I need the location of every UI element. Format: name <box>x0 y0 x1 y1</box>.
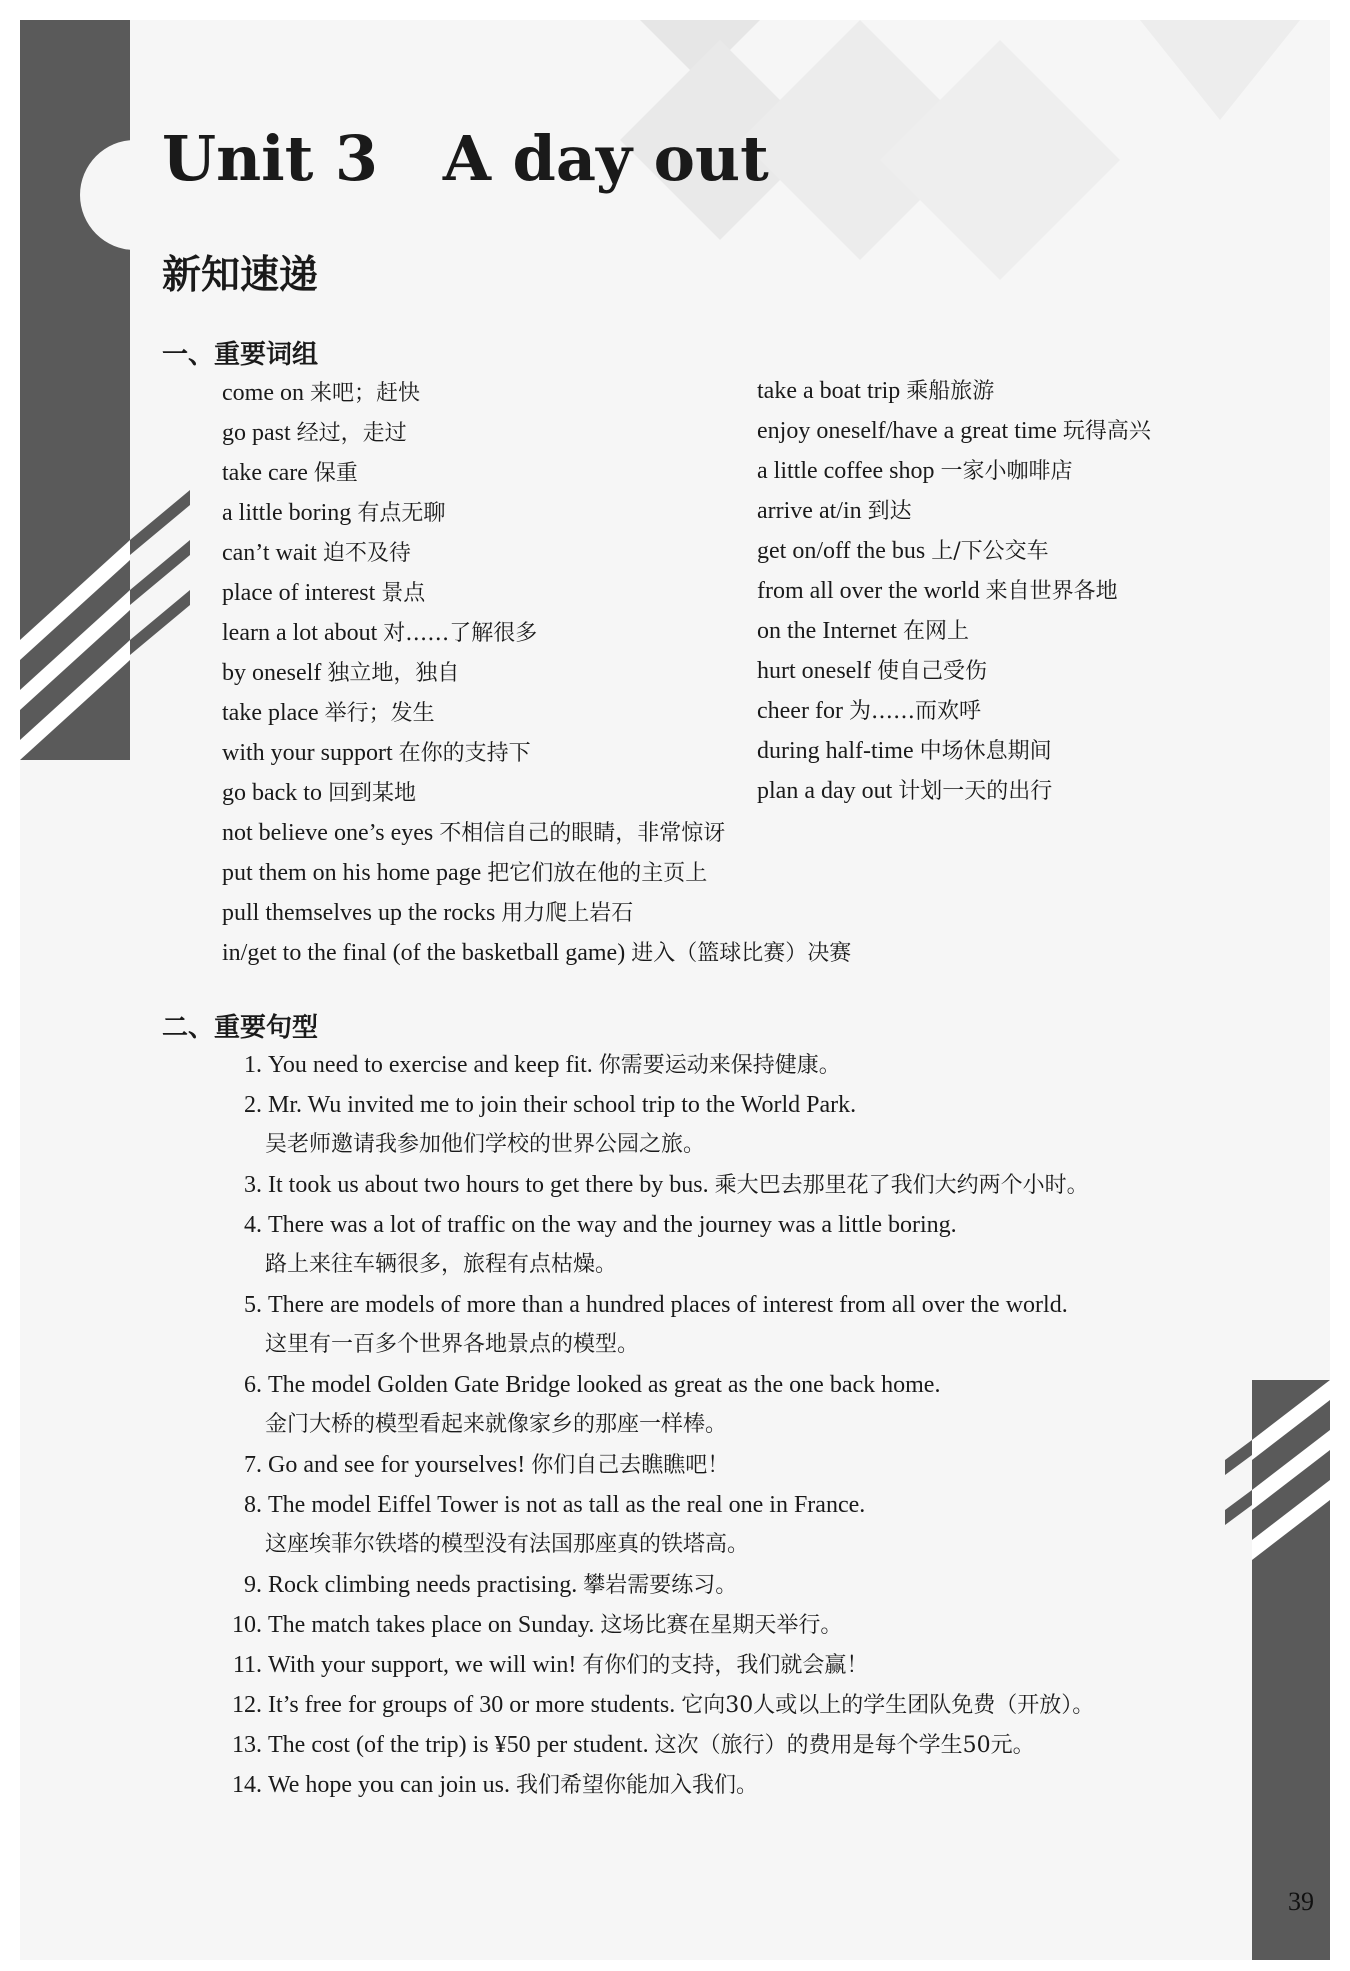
sentence-item: 7. Go and see for yourselves! 你们自己去瞧瞧吧！ <box>244 1452 730 1478</box>
sentence-item: 3. It took us about two hours to get there by bus. 乘大巴去那里花了我们大约两个小时。 <box>244 1172 1089 1198</box>
phrase-item: learn a lot about 对……了解很多 <box>222 620 538 646</box>
phrase-item: arrive at/in 到达 <box>757 498 912 524</box>
sentence-translation: 金门大桥的模型看起来就像家乡的那座一样棒。 <box>265 1412 728 1437</box>
phrase-item: come on 来吧；赶快 <box>222 380 420 406</box>
phrase-item: go back to 回到某地 <box>222 780 416 806</box>
sentence-item: 9. Rock climbing needs practising. 攀岩需要练习。 <box>244 1572 738 1598</box>
phrase-item: cheer for 为……而欢呼 <box>757 698 981 724</box>
unit-title: Unit 3 A day out <box>162 122 769 195</box>
sentence-translation: 路上来往车辆很多，旅程有点枯燥。 <box>265 1252 618 1277</box>
phrase-item: by oneself 独立地，独自 <box>222 660 460 686</box>
phrase-item: take a boat trip 乘船旅游 <box>757 378 995 404</box>
sentence-item: 2. Mr. Wu invited me to join their school trip to the World Park. <box>244 1092 857 1118</box>
phrase-item: a little coffee shop 一家小咖啡店 <box>757 458 1073 484</box>
phrase-item: take care 保重 <box>222 460 358 486</box>
phrase-item: go past 经过，走过 <box>222 420 407 446</box>
phrase-item: pull themselves up the rocks 用力爬上岩石 <box>222 900 634 926</box>
phrase-item: in/get to the final (of the basketball game) 进入（篮球比赛）决赛 <box>222 940 852 966</box>
sentence-translation: 吴老师邀请我参加他们学校的世界公园之旅。 <box>265 1132 706 1157</box>
sentence-item: 6. The model Golden Gate Bridge looked as great as the one back home. <box>244 1372 941 1398</box>
phrase-item: on the Internet 在网上 <box>757 618 969 644</box>
sentence-translation: 这座埃菲尔铁塔的模型没有法国那座真的铁塔高。 <box>265 1532 750 1557</box>
phrase-item: get on/off the bus 上/下公交车 <box>757 538 1049 564</box>
phrase-item: not believe one’s eyes 不相信自己的眼睛，非常惊讶 <box>222 820 726 846</box>
sentence-item: 10. The match takes place on Sunday. 这场比赛在星期天举行。 <box>232 1612 843 1638</box>
sentence-item: 11. With your support, we will win! 有你们的支持，我们就会赢！ <box>232 1652 869 1678</box>
phrase-item: from all over the world 来自世界各地 <box>757 578 1118 604</box>
phrase-item: take place 举行；发生 <box>222 700 435 726</box>
section-title: 新知速递 <box>162 253 319 298</box>
sentence-translation: 这里有一百多个世界各地景点的模型。 <box>265 1332 640 1357</box>
sentence-item: 14. We hope you can join us. 我们希望你能加入我们。 <box>232 1772 759 1798</box>
sentence-item: 1. You need to exercise and keep fit. 你需要运动来保持健康。 <box>244 1052 841 1078</box>
sentences-heading: 二、重要句型 <box>162 1013 319 1043</box>
sentence-item: 12. It’s free for groups of 30 or more students. 它向30人或以上的学生团队免费（开放）。 <box>232 1692 1095 1718</box>
phrase-item: hurt oneself 使自己受伤 <box>757 658 987 684</box>
sentence-item: 4. There was a lot of traffic on the way and the journey was a little boring. <box>244 1212 957 1238</box>
sentence-item: 13. The cost (of the trip) is ¥50 per student. 这次（旅行）的费用是每个学生50元。 <box>232 1732 1035 1758</box>
phrase-item: during half-time 中场休息期间 <box>757 738 1052 764</box>
sentence-item: 5. There are models of more than a hundred places of interest from all over the world. <box>244 1292 1068 1318</box>
phrase-item: plan a day out 计划一天的出行 <box>757 778 1053 804</box>
phrase-item: can’t wait 迫不及待 <box>222 540 411 566</box>
phrase-item: put them on his home page 把它们放在他的主页上 <box>222 860 708 886</box>
phrase-item: place of interest 景点 <box>222 580 426 606</box>
phrase-item: a little boring 有点无聊 <box>222 500 446 526</box>
phrase-item: enjoy oneself/have a great time 玩得高兴 <box>757 418 1151 444</box>
phrases-heading: 一、重要词组 <box>162 340 319 370</box>
sentence-item: 8. The model Eiffel Tower is not as tall as the real one in France. <box>244 1492 866 1518</box>
phrase-item: with your support 在你的支持下 <box>222 740 531 766</box>
page-number: 39 <box>1288 1887 1314 1916</box>
